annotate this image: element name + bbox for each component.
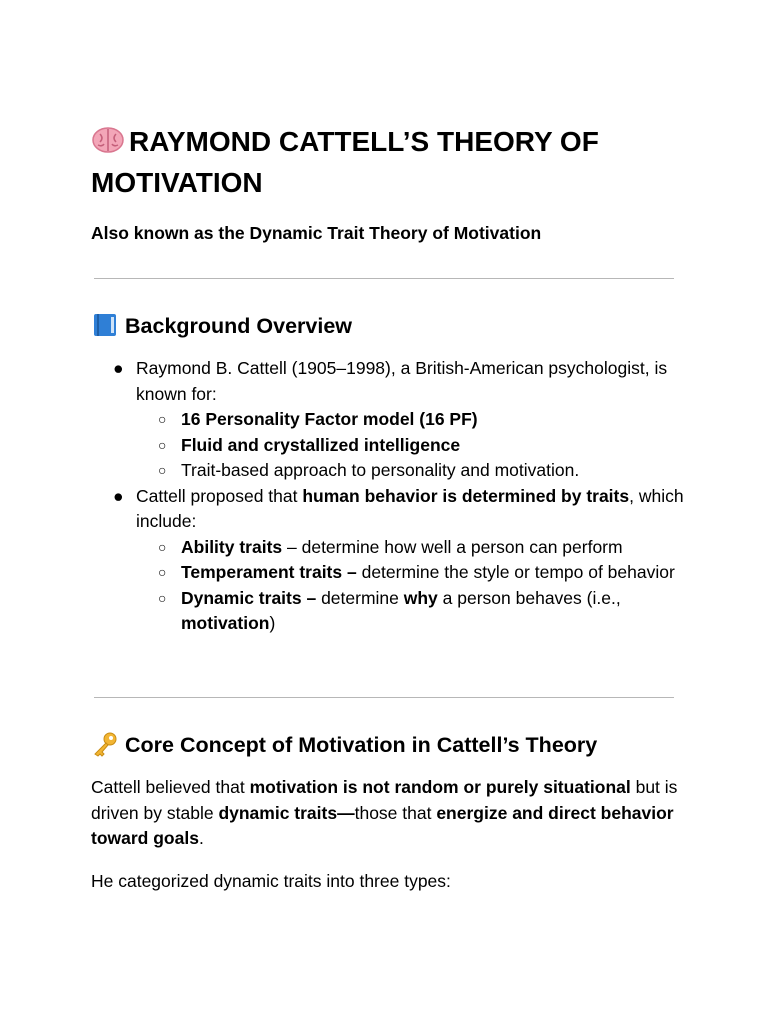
divider: [94, 278, 674, 279]
divider: [94, 697, 674, 698]
blue-book-icon: [91, 312, 119, 338]
brain-icon: [91, 126, 125, 154]
section-heading-core: Core Concept of Motivation in Cattell’s Theory: [91, 730, 597, 760]
list-item: ○ Fluid and crystallized intelligence: [158, 434, 461, 455]
paragraph: He categorized dynamic traits into three types:: [91, 871, 451, 891]
subtitle: Also known as the Dynamic Trait Theory of Motivation: [91, 223, 542, 243]
list-item: ○ Ability traits – determine how well a person can perform: [158, 536, 623, 557]
list-item: ● Raymond B. Cattell (1905–1998), a British-American psychologist, is known for:: [113, 358, 668, 404]
list-item: ○ Trait-based approach to personality and motivation.: [158, 460, 580, 480]
paragraph: Cattell believed that motivation is not random or purely situational but is driven by stable dynamic traits—those that energize and direct behavior toward goals.: [91, 777, 678, 848]
key-icon: [91, 731, 119, 757]
list-item: ○ Temperament traits – determine the style or tempo of behavior: [158, 562, 675, 582]
background-list: [91, 356, 691, 637]
list-item: ○ 16 Personality Factor model (16 PF): [158, 409, 478, 429]
list-item: ● Cattell proposed that human behavior is determined by traits, which include:: [113, 485, 684, 531]
page-title: RAYMOND CATTELL’S THEORY OF MOTIVATION: [91, 126, 599, 198]
section-heading-background: Background Overview: [91, 311, 352, 341]
list-item: ○ Dynamic traits – determine why a person behaves (i.e., motivation): [158, 587, 621, 633]
